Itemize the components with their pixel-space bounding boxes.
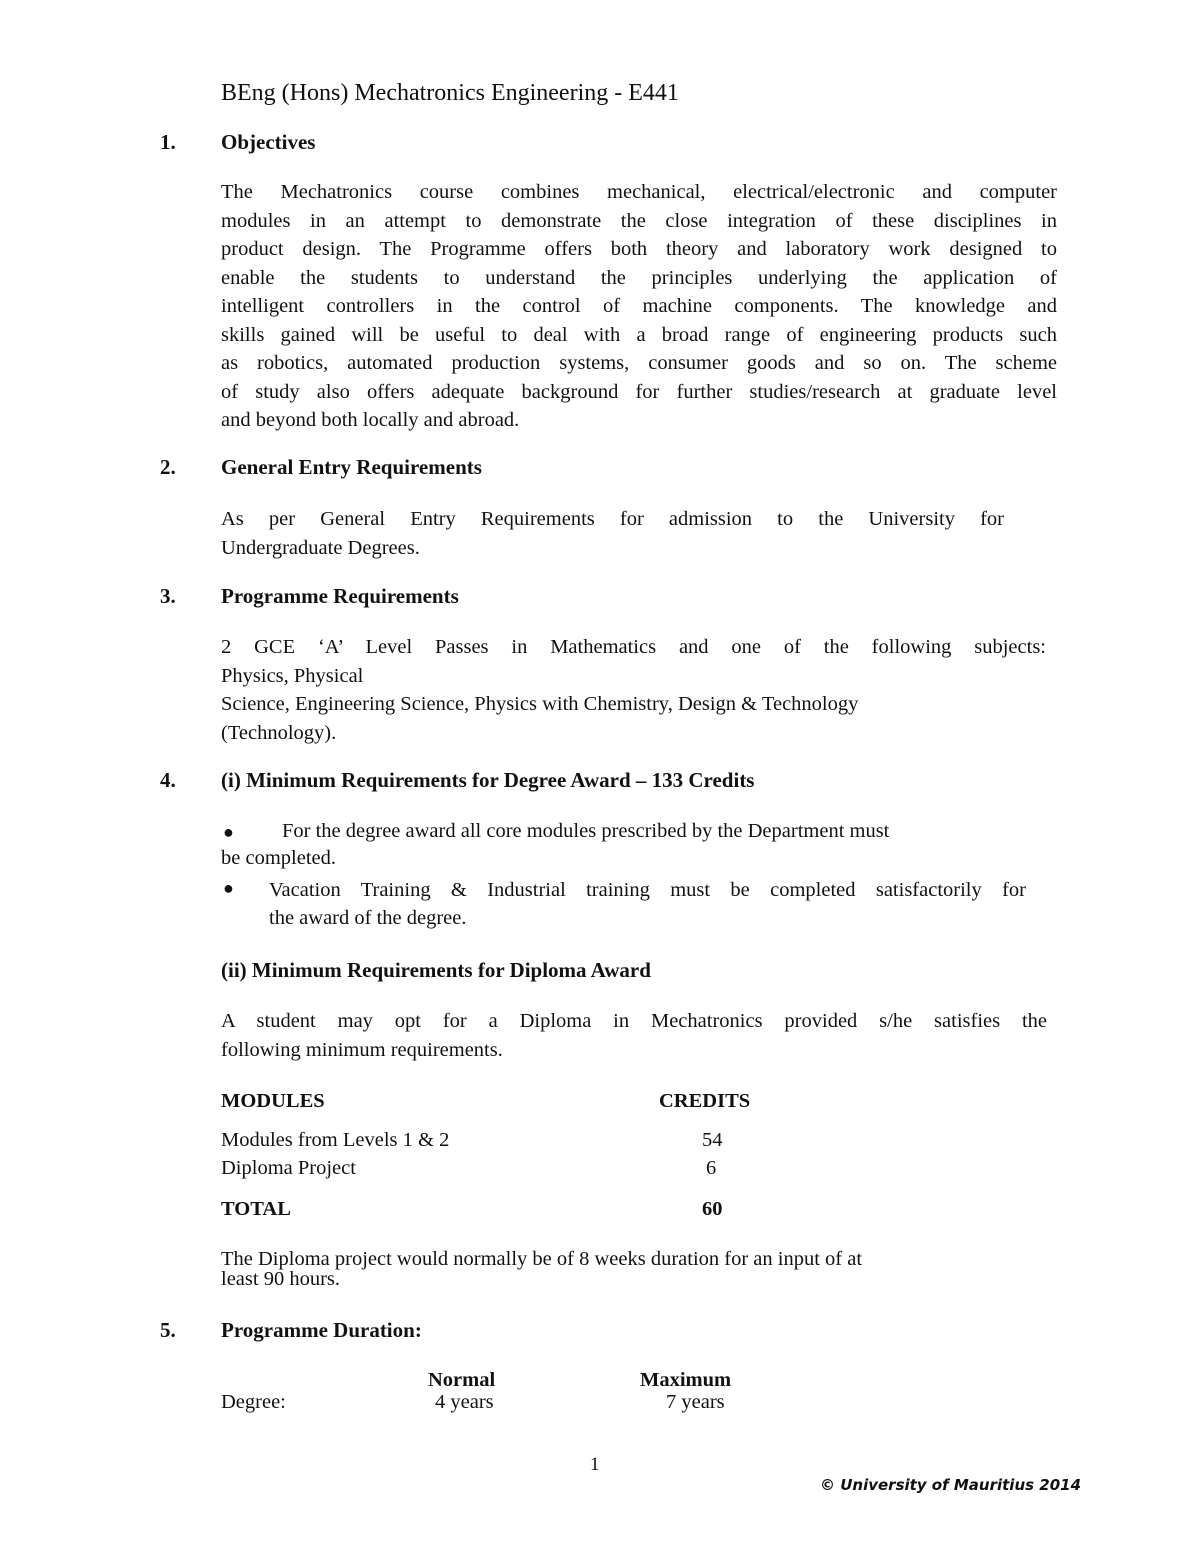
programme-requirements-paragraph [221,633,1046,747]
section-5-number: 5. [160,1318,176,1342]
bullet-2 [269,876,1026,932]
table-row-credits: 54 [702,1129,723,1151]
objectives-line: The Mechatronics course combines mechanical, electrical/electronic and computer [221,181,1057,203]
table-row-module: Diploma Project [221,1157,356,1179]
diploma-note-line-1: The Diploma project would normally be of 8 weeks duration for an input of at [221,1248,863,1270]
section-3-number: 3. [160,584,176,608]
objectives-line: of study also offers adequate background for further studies/research at graduate level [221,380,1057,403]
table-total-value: 60 [702,1198,723,1220]
bullet-1-line-1: For the degree award all core modules prescribed by the Department must [282,820,890,842]
diploma-line: A student may opt for a Diploma in Mechatronics provided s/he satisfies the [221,1010,1047,1032]
objectives-line: intelligent controllers in the control of machine components. The knowledge and [221,295,1057,317]
objectives-line: modules in an attempt to demonstrate the close integration of these disciplines in [221,209,1057,232]
diploma-paragraph [221,1007,1047,1064]
diploma-line: following minimum requirements. [221,1038,503,1061]
table-header-credits: CREDITS [659,1090,751,1112]
table-row-module: Modules from Levels 1 & 2 [221,1129,450,1151]
objectives-line: product design. The Programme offers both theory and laboratory work designed to [221,238,1057,260]
objectives-line: and beyond both locally and abroad. [221,409,520,431]
bullet-2-line-1: Vacation Training & Industrial training must be completed satisfactorily for [269,879,1026,901]
degree-award-heading: (i) Minimum Requirements for Degree Award – 133 Credits [221,768,755,792]
objectives-paragraph [221,178,1057,435]
document-title: BEng (Hons) Mechatronics Engineering - E441 [221,80,679,106]
entry-line: Undergraduate Degrees. [221,536,420,559]
bullet-1-line-2: be completed. [221,847,336,869]
duration-row-label: Degree: [221,1391,286,1413]
section-2-number: 2. [160,455,176,479]
duration-header-normal: Normal [428,1369,496,1391]
section-1-heading: Objectives [221,130,316,154]
programme-line: Physics, Physical [221,664,364,687]
objectives-line: enable the students to understand the principles underlying the application of [221,266,1057,289]
section-1-number: 1. [160,130,176,154]
diploma-note-line-2: least 90 hours. [221,1268,340,1290]
entry-requirements-paragraph [221,505,1004,562]
duration-row-maximum: 7 years [666,1391,725,1413]
duration-row-normal: 4 years [435,1391,494,1413]
section-5-heading: Programme Duration: [221,1318,422,1342]
copyright-footer: © University of Mauritius 2014 [820,1476,1082,1494]
bullet-2-line-2: the award of the degree. [269,907,467,929]
section-4-number: 4. [160,768,176,792]
table-header-modules: MODULES [221,1090,325,1112]
bullet-icon: ● [223,822,234,842]
section-3-heading: Programme Requirements [221,584,459,608]
section-2-heading: General Entry Requirements [221,455,482,479]
bullet-icon: ● [223,878,234,898]
entry-line: As per General Entry Requirements for admission to the University for [221,508,1004,530]
diploma-award-heading: (ii) Minimum Requirements for Diploma Award [221,958,651,982]
table-row-credits: 6 [706,1157,717,1179]
duration-header-maximum: Maximum [640,1369,732,1391]
programme-line: (Technology). [221,721,337,744]
objectives-line: skills gained will be useful to deal with a broad range of engineering products such [221,323,1057,346]
page-number: 1 [590,1454,600,1475]
table-total-label: TOTAL [221,1198,291,1220]
programme-line: Science, Engineering Science, Physics with Chemistry, Design & Technology [221,693,859,715]
programme-line: 2 GCE ‘A’ Level Passes in Mathematics and one of the following subjects: [221,636,1046,658]
objectives-line: as robotics, automated production systems, consumer goods and so on. The scheme [221,352,1057,374]
